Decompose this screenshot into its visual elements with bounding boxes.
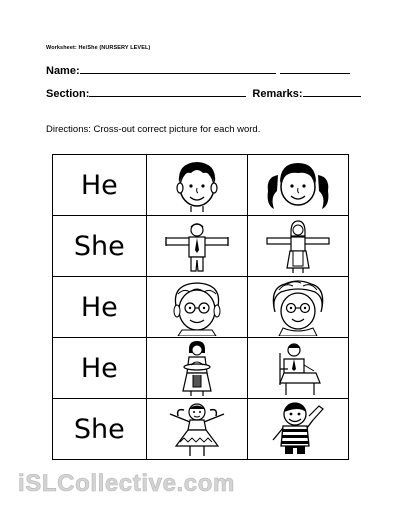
word-cell: He: [53, 338, 147, 399]
watermark-text: iSLCollective.com: [18, 470, 235, 497]
picture-cell[interactable]: [146, 277, 247, 338]
word-cell: He: [53, 155, 147, 216]
woman-holding-tray-icon[interactable]: [169, 339, 225, 397]
girl-dress-icon[interactable]: [164, 400, 230, 458]
table-row: [53, 277, 349, 338]
section-row: [46, 86, 361, 100]
word-cell: She: [53, 399, 147, 460]
picture-cell[interactable]: [146, 399, 247, 460]
remarks-line: [303, 86, 361, 97]
worksheet-subtitle: Worksheet: He/She (NURSERY LEVEL): [46, 45, 151, 51]
picture-cell[interactable]: [247, 399, 348, 460]
name-label: Name:: [46, 65, 80, 77]
word-cell: He: [53, 277, 147, 338]
picture-cell[interactable]: [247, 216, 348, 277]
picture-cell[interactable]: [247, 155, 348, 216]
name-line: [80, 63, 276, 74]
table-row: [53, 216, 349, 277]
section-line: [89, 86, 246, 97]
name-line-extra: [280, 63, 350, 74]
girl-face-pigtails-icon[interactable]: [260, 157, 336, 213]
picture-cell[interactable]: [146, 338, 247, 399]
grandfather-face-icon[interactable]: [164, 278, 230, 336]
table-row: [53, 399, 349, 460]
table-row: [53, 338, 349, 399]
man-at-table-icon[interactable]: [270, 339, 326, 397]
picture-cell[interactable]: [146, 216, 247, 277]
picture-cell[interactable]: [146, 155, 247, 216]
picture-cell[interactable]: [247, 277, 348, 338]
grandmother-face-icon[interactable]: [265, 278, 331, 336]
picture-cell[interactable]: [247, 338, 348, 399]
word-cell: She: [53, 216, 147, 277]
boy-face-icon[interactable]: [167, 157, 227, 213]
boy-striped-shirt-icon[interactable]: [265, 400, 331, 458]
section-label: Section:: [46, 88, 90, 100]
woman-figure-icon[interactable]: [263, 218, 333, 274]
man-figure-icon[interactable]: [162, 218, 232, 274]
remarks-label: Remarks:: [252, 88, 303, 100]
exercise-table: [52, 154, 349, 460]
name-row: [46, 63, 350, 77]
directions-text: Directions: Cross-out correct picture for each word.: [46, 124, 261, 135]
table-row: [53, 155, 349, 216]
